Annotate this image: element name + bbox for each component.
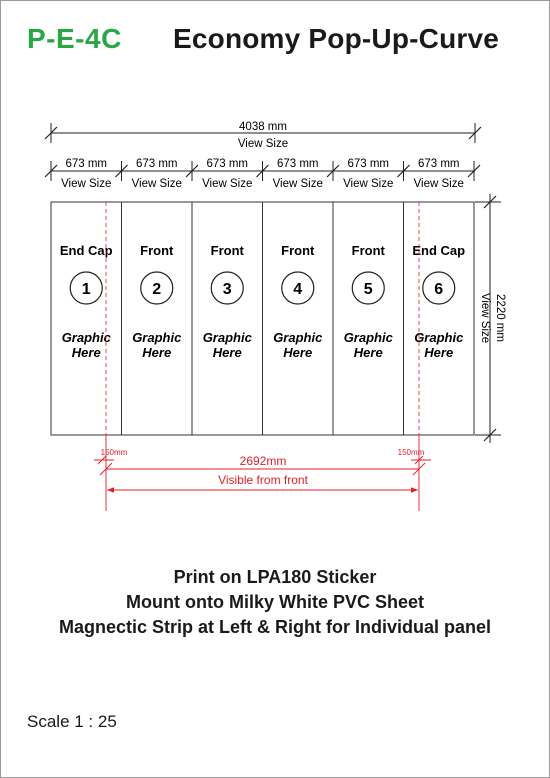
height-label: 2220 mm <box>494 294 506 342</box>
page-title: Economy Pop-Up-Curve <box>173 23 500 54</box>
panel-width-label: 673 mm <box>206 158 249 170</box>
overall-width-caption: View Size <box>237 138 289 150</box>
panel-number: 2 <box>152 281 162 298</box>
graphic-placeholder-line2: Here <box>353 345 383 360</box>
graphic-placeholder-line1: Graphic <box>61 330 111 345</box>
graphic-placeholder-line1: Graphic <box>273 330 323 345</box>
panel-width-dimensions <box>45 158 480 190</box>
graphic-placeholder-line1: Graphic <box>132 330 182 345</box>
note-mount: Mount onto Milky White PVC Sheet <box>126 592 424 612</box>
panel-number: 4 <box>293 281 303 298</box>
visible-width-label: 2692mm <box>239 454 287 468</box>
graphic-placeholder-line2: Here <box>71 345 101 360</box>
graphic-placeholder-line1: Graphic <box>343 330 393 345</box>
graphic-placeholder-line2: Here <box>142 345 172 360</box>
height-dimension <box>475 194 506 443</box>
right-overlap-dimension <box>398 448 431 464</box>
panel-number: 6 <box>434 281 444 298</box>
panel-number: 5 <box>363 281 373 298</box>
panel-width-label: 673 mm <box>347 158 390 170</box>
left-overlap-dimension <box>94 448 128 464</box>
panel-number: 1 <box>81 281 91 298</box>
print-notes <box>1 565 549 640</box>
panel-width-label: 673 mm <box>65 158 108 170</box>
right-overlap-label: 150mm <box>397 448 425 457</box>
scale-label: Scale 1 : 25 <box>27 712 117 731</box>
visible-width-dimension <box>100 454 425 490</box>
panel-width-caption: View Size <box>131 178 182 190</box>
panel-width-caption: View Size <box>202 178 253 190</box>
panel-heading: Front <box>140 243 174 258</box>
height-caption: View Size <box>479 292 491 344</box>
note-print: Print on LPA180 Sticker <box>173 567 377 587</box>
overall-width-dimension <box>45 121 481 150</box>
graphic-placeholder-line2: Here <box>424 345 454 360</box>
overall-width-label: 4038 mm <box>239 121 287 133</box>
panel-number: 3 <box>222 281 232 298</box>
panel-heading: End Cap <box>59 243 113 258</box>
graphic-placeholder-line1: Graphic <box>414 330 464 345</box>
panel-width-label: 673 mm <box>135 158 178 170</box>
panel-width-caption: View Size <box>343 178 394 190</box>
panel-width-label: 673 mm <box>276 158 319 170</box>
panel-width-caption: View Size <box>413 178 464 190</box>
visible-caption: Visible from front <box>218 473 308 487</box>
panel-width-caption: View Size <box>272 178 323 190</box>
graphic-placeholder-line2: Here <box>212 345 242 360</box>
panel-width-label: 673 mm <box>417 158 460 170</box>
panel-heading: End Cap <box>412 243 466 258</box>
panel-heading: Front <box>281 243 315 258</box>
layout-diagram <box>1 1 549 561</box>
panel-width-caption: View Size <box>61 178 112 190</box>
product-code: P-E-4C <box>27 23 122 54</box>
note-magnetic: Magnectic Strip at Left & Right for Individual panel <box>58 617 492 637</box>
panel-heading: Front <box>351 243 385 258</box>
panel-heading: Front <box>210 243 244 258</box>
graphic-placeholder-line1: Graphic <box>202 330 252 345</box>
graphic-placeholder-line2: Here <box>283 345 313 360</box>
left-overlap-label: 150mm <box>100 448 128 457</box>
